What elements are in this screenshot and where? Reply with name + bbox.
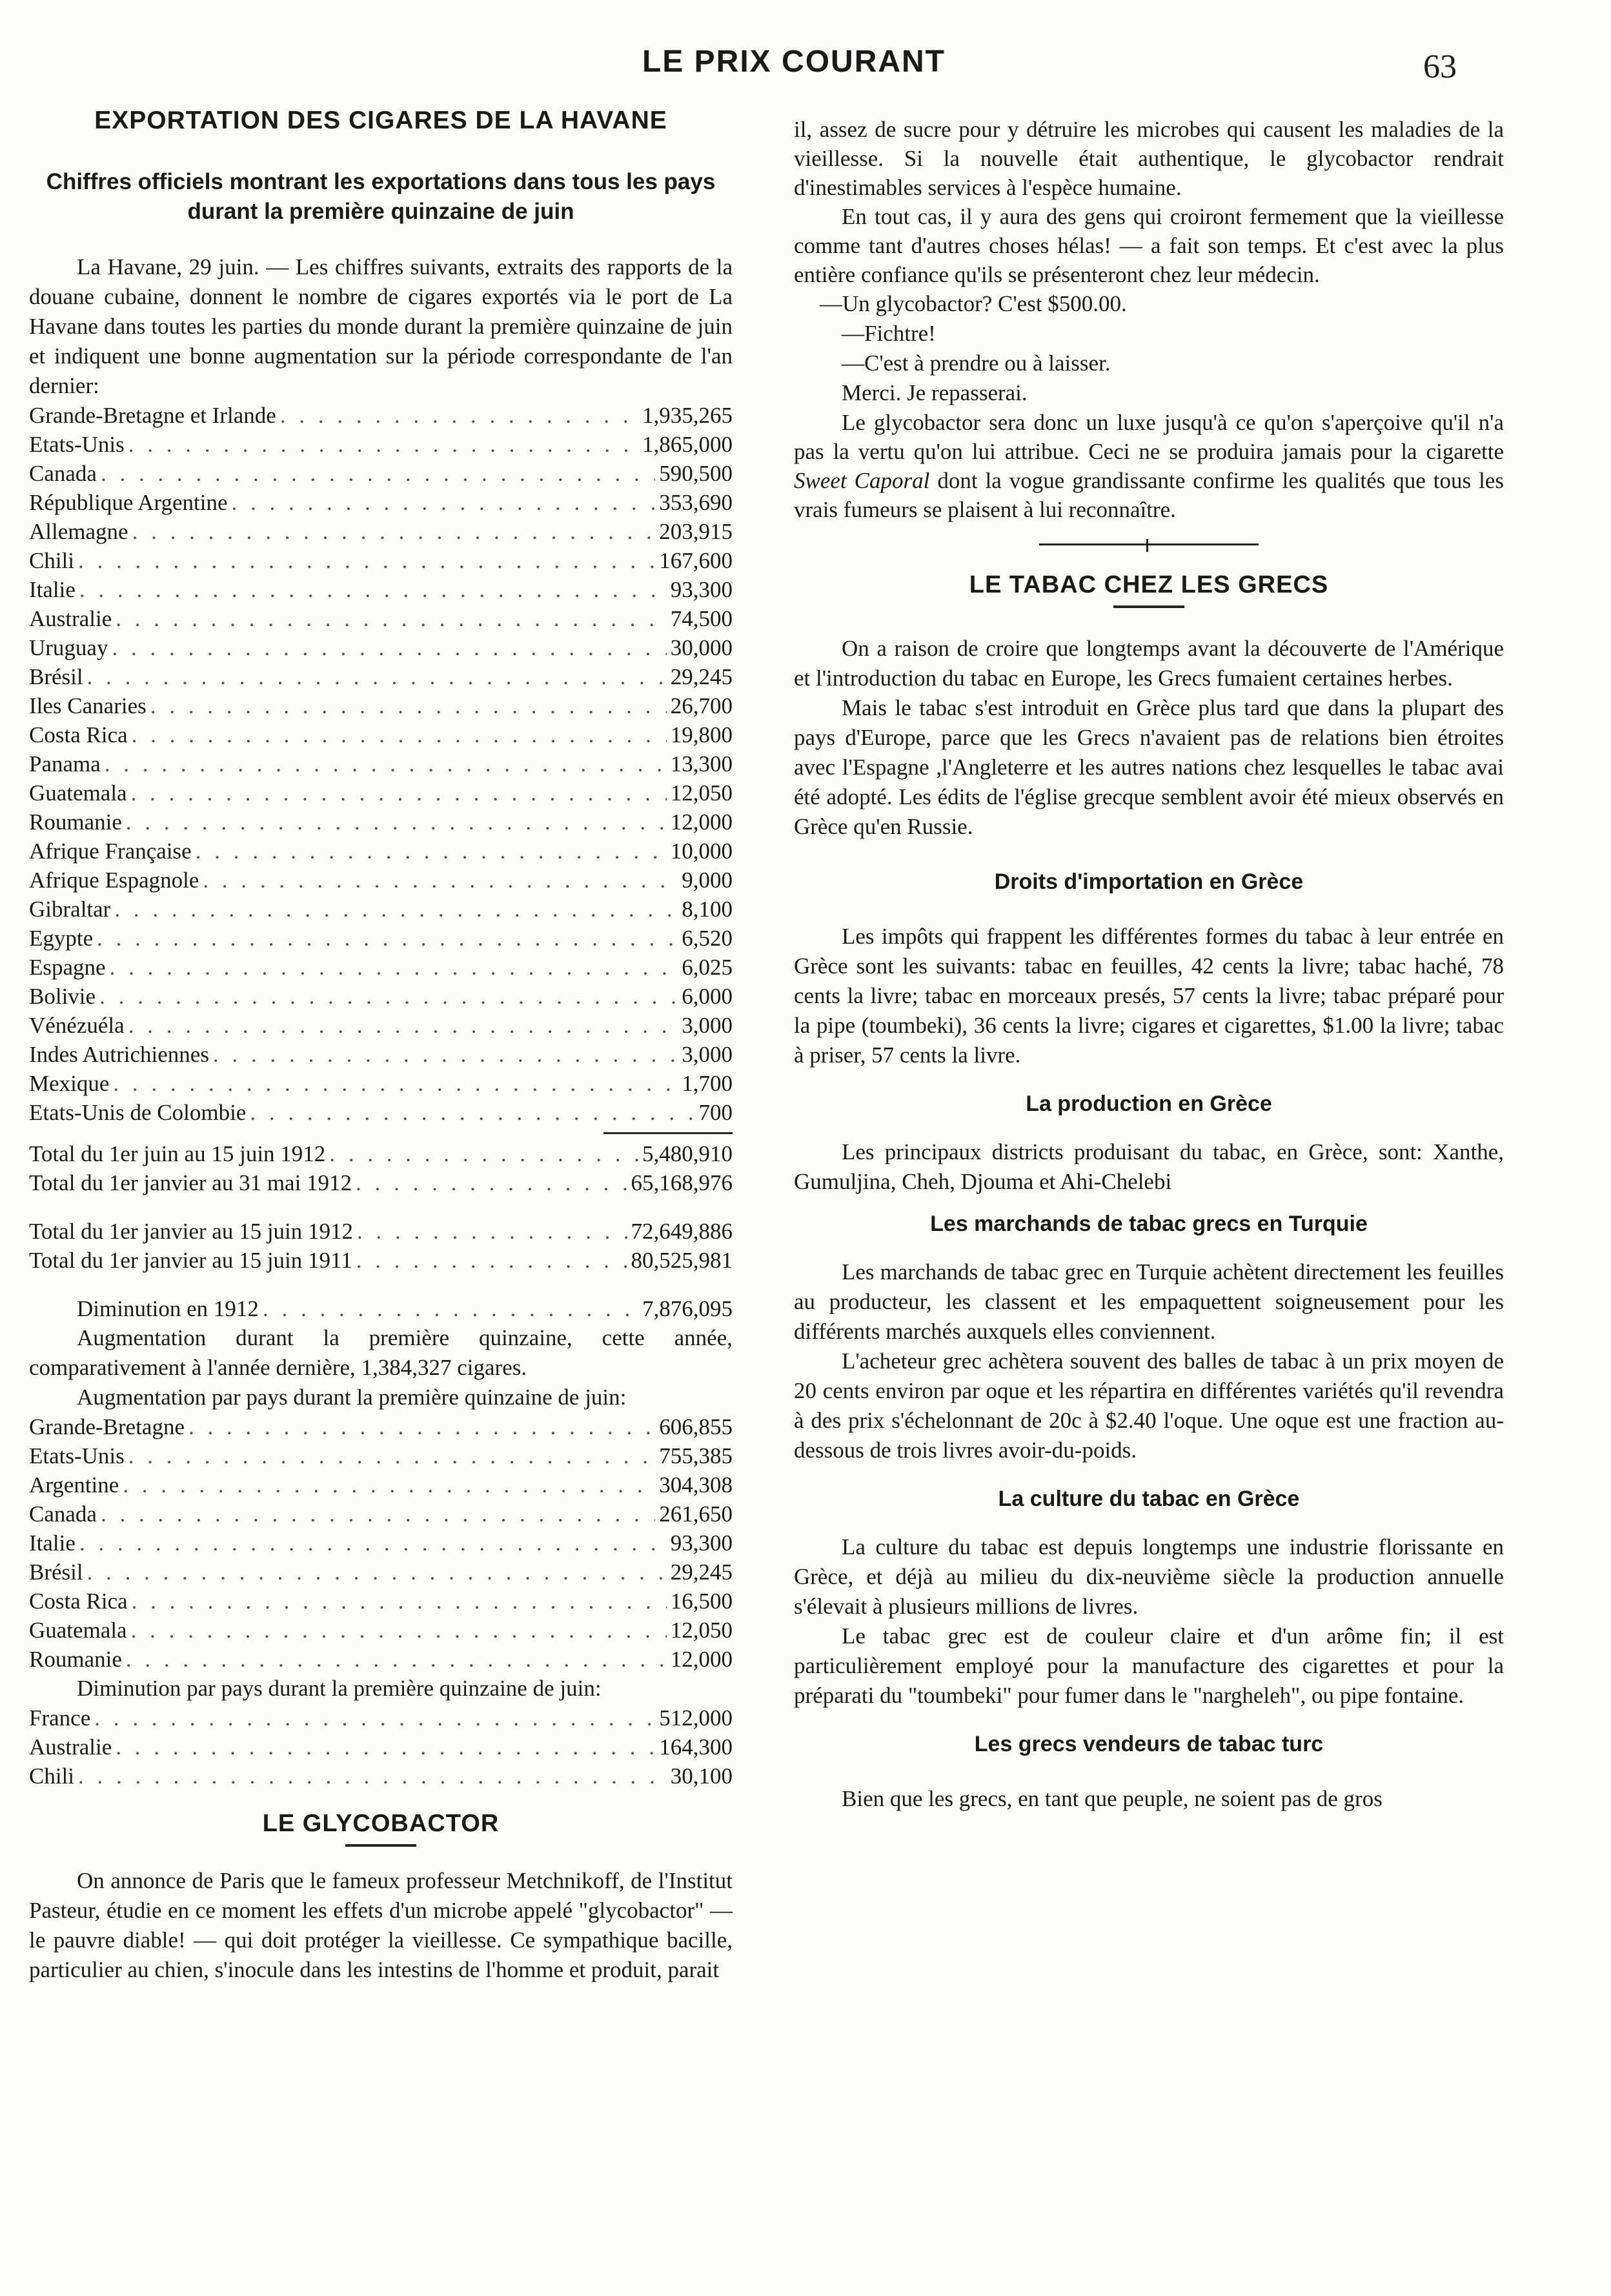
country-row-value: 13,300 [670,751,733,777]
diminution-label: Diminution en 1912 [77,1296,259,1321]
running-head [0,44,1611,89]
diminution-value: 7,876,095 [642,1296,733,1321]
country-row [29,488,733,517]
country-row-label: Afrique Espagnole [29,868,199,893]
augmentation-row-value: 29,245 [670,1559,733,1585]
augmentation-row-value: 261,650 [659,1501,733,1527]
country-row [29,720,733,749]
diminution-country-row-value: 512,000 [659,1705,733,1731]
country-row-value: 9,000 [682,868,733,893]
diminution-country-row-label: Australie [29,1734,112,1760]
marchands-paragraph-1: Les marchands de tabac grec en Turquie achètent directement les feuilles au producteur, les classent et les empaquettent soigneusement pour les différents marchés auxquels elles conviennent. [794,1259,1504,1344]
total-rule [603,1132,733,1134]
country-row-label: Bolivie [29,984,96,1009]
country-row-value: 29,245 [670,664,733,689]
exportation-subtitle: Chiffres officiels montrant les exportations dans tous les pays durant la première quinzaine de juin [46,169,716,224]
country-row-label: Etats-Unis de Colombie [29,1100,247,1125]
glycobactor-paragraph-3 [794,408,1504,524]
country-row-label: Guatemala [29,780,127,806]
country-row [29,1040,733,1069]
diminution-country-row [29,1762,733,1791]
augmentation-row-label: Costa Rica [29,1589,128,1614]
country-exports-table [29,401,733,1127]
country-row-label: Italie [29,577,76,602]
country-row [29,749,733,778]
diminution-country-row-value: 164,300 [659,1734,733,1760]
country-row-label: Brésil [29,664,83,689]
country-row-label: Uruguay [29,635,108,660]
total-row [29,1139,733,1168]
total-row-value: 80,525,981 [631,1248,733,1273]
country-row-value: 1,935,265 [642,403,733,428]
augmentation-row [29,1441,733,1470]
country-row-value: 1,865,000 [642,432,733,457]
marchands-paragraph-2: L'acheteur grec achètera souvent des balles de tabac à un prix moyen de 20 cents environ par oque et les répartira en différentes variétés qu'il revendra à des prix s'échelonnant de 20c à $2.40 l'oque. Une oque est une fraction au-dessous de trois livres avoir-du-poids. [794,1348,1504,1463]
augmentation-row-label: Roumanie [29,1647,122,1672]
augmentation-row-value: 304,308 [659,1472,733,1498]
country-row-value: 6,520 [682,926,733,951]
country-row [29,1069,733,1098]
augmentation-row-label: Grande-Bretagne [29,1414,185,1439]
country-row-value: 26,700 [670,693,733,718]
country-row-value: 19,800 [670,722,733,747]
country-row-value: 3,000 [682,1042,733,1067]
country-row [29,924,733,953]
country-row [29,633,733,662]
production-title: La production en Grèce [1026,1092,1272,1116]
diminution-country-row-label: France [29,1705,91,1731]
country-row-value: 12,050 [670,780,733,806]
tabac-grecs-title: LE TABAC CHEZ LES GRECS [969,571,1329,598]
country-row-label: République Argentine [29,490,228,515]
country-row-value: 167,600 [659,548,733,573]
total-row [29,1168,733,1197]
country-row [29,982,733,1011]
country-row [29,517,733,546]
country-row [29,459,733,488]
country-row-value: 6,000 [682,984,733,1009]
country-row [29,895,733,924]
country-row-value: 30,000 [670,635,733,660]
country-row [29,808,733,837]
dialog-line-3: —C'est à prendre ou à laisser. [842,350,1111,376]
country-row-value: 353,690 [659,490,733,515]
page-number: 63 [1423,48,1457,85]
totals-table-b [29,1217,733,1275]
dialog-line-2: —Fichtre! [842,321,936,346]
dialog-line-1: —Un glycobactor? C'est $500.00. [820,291,1127,316]
country-row-label: Etats-Unis [29,432,125,457]
country-row-label: Mexique [29,1071,110,1096]
country-row-label: Panama [29,751,101,777]
country-row [29,837,733,866]
country-row-value: 3,000 [682,1013,733,1038]
augmentation-row-label: Canada [29,1501,97,1527]
journal-title: LE PRIX COURANT [642,45,946,79]
augmentation-row-label: Argentine [29,1472,119,1498]
culture-paragraph-1: La culture du tabac est depuis longtemps une industrie florissante en Grèce, et déjà au milieu du dix-neuvième siècle la production annuelle s'élevait à plusieurs millions de livres. [794,1534,1504,1619]
total-row-label: Total du 1er janvier au 15 juin 1912 [29,1219,354,1244]
country-row-label: Costa Rica [29,722,128,747]
country-row-label: Egypte [29,926,94,951]
diminution-country-row-label: Chili [29,1763,75,1789]
augmentation-row-value: 93,300 [670,1530,733,1556]
section-separator [1039,544,1259,545]
country-row-label: Chili [29,548,75,573]
total-row-value: 5,480,910 [642,1141,733,1166]
country-row-label: Allemagne [29,519,128,544]
country-row-label: Roumanie [29,809,122,835]
augmentation-table [29,1412,733,1674]
country-row [29,546,733,575]
dialog-line-4: Merci. Je repasserai. [842,380,1028,405]
country-row-label: Grande-Bretagne et Irlande [29,403,276,428]
total-row [29,1217,733,1246]
exportation-intro: La Havane, 29 juin. — Les chiffres suivants, extraits des rapports de la douane cubaine, donnent le nombre de cigares exportés via le port de La Havane dans toutes les parties du monde durant la première quinzaine de juin et indiquent une bonne augmentation sur la période correspondante de l'an dernier: [29,254,733,398]
country-row-value: 8,100 [682,897,733,922]
glycobactor-paragraph-3-start: Le glycobactor sera donc un luxe jusqu'à ce qu'on s'aperçoive qu'il n'a pas la vertu qu'on lui attribue. Ceci ne se produira jamais pour la cigarette [794,410,1504,464]
diminution-country-row-value: 30,100 [670,1763,733,1789]
culture-title: La culture du tabac en Grèce [998,1487,1300,1511]
augmentation-row-label: Etats-Unis [29,1443,125,1468]
country-row-value: 10,000 [670,838,733,864]
exportation-title: EXPORTATION DES CIGARES DE LA HAVANE [94,107,667,134]
augmentation-row [29,1412,733,1441]
augmentation-text: Augmentation durant la première quinzaine, cette année, comparativement à l'année dernière, 1,384,327 cigares. [29,1325,733,1380]
totals-table-a [29,1139,733,1197]
droits-title: Droits d'importation en Grèce [994,869,1304,894]
country-row-value: 203,915 [659,519,733,544]
droits-text: Les impôts qui frappent les différentes formes du tabac à leur entrée en Grèce sont les suivants: tabac en feuilles, 42 cents la livre; tabac haché, 78 cents la livre; tabac en morceaux presés, 57 cents la livre; tabac préparé pour la pipe (toumbeki), 36 cents la livre; cigares et cigarettes, $1.00 la livre; tabac à priser, 57 cents la livre. [794,924,1504,1068]
country-row [29,1011,733,1040]
country-row-label: Vénézuéla [29,1013,125,1038]
country-row [29,866,733,895]
augmentation-row [29,1645,733,1674]
right-column [794,115,1504,1814]
country-row [29,575,733,604]
augmentation-row [29,1587,733,1616]
country-row [29,662,733,691]
country-row-value: 1,700 [682,1071,733,1096]
augmentation-row-value: 12,050 [670,1618,733,1643]
augmentation-pays-title: Augmentation par pays durant la première quinzaine de juin: [77,1385,627,1410]
country-row-label: Gibraltar [29,897,111,922]
diminution-pays-title: Diminution par pays durant la première quinzaine de juin: [77,1676,602,1701]
country-row-label: Iles Canaries [29,693,147,718]
glycobactor-paragraph-2: En tout cas, il y aura des gens qui croiront fermement que la vieillesse comme tant d'autres choses hélas! — a fait son temps. Et c'est avec la plus entière confiance qu'ils se présenteront chez leur médecin. [794,204,1504,287]
marchands-title: Les marchands de tabac grecs en Turquie [930,1212,1368,1236]
production-text: Les principaux districts produisant du tabac, en Grèce, sont: Xanthe, Gumuljina, Cheh, Djouma et Ahi-Chelebi [794,1139,1504,1194]
augmentation-row [29,1470,733,1499]
country-row-label: Australie [29,606,112,631]
country-row [29,1098,733,1127]
augmentation-row [29,1529,733,1558]
vendeurs-text: Bien que les grecs, en tant que peuple, ne soient pas de gros [842,1786,1383,1811]
augmentation-row-label: Guatemala [29,1618,127,1643]
country-row [29,430,733,459]
sweet-caporal-brand: Sweet Caporal [794,468,930,493]
country-row-value: 93,300 [670,577,733,602]
augmentation-row-value: 755,385 [659,1443,733,1468]
country-row-label: Espagne [29,955,106,980]
culture-paragraph-2: Le tabac grec est de couleur claire et d'un arôme fin; il est particulièrement employé pour la manufacture des cigarettes et pour la préparati du "toumbeki" pour fumer dans le "nargheleh", ou pipe fontaine. [794,1623,1504,1708]
total-row-label: Total du 1er janvier au 31 mai 1912 [29,1170,352,1195]
diminution-country-row [29,1732,733,1762]
glycobactor-paragraph-3-end: dont la vogue grandissante confirme les qualités que tous les vrais fumeurs se plaisent à lui reconnaître. [794,468,1505,522]
country-row [29,604,733,633]
vendeurs-title: Les grecs vendeurs de tabac turc [974,1732,1324,1756]
augmentation-row-label: Brésil [29,1559,83,1585]
total-row-value: 72,649,886 [631,1219,733,1244]
diminution-table [29,1703,733,1791]
country-row-label: Canada [29,461,97,486]
total-row-value: 65,168,976 [631,1170,733,1195]
augmentation-row-label: Italie [29,1530,76,1556]
country-row-label: Indes Autrichiennes [29,1042,209,1067]
country-row-label: Afrique Française [29,838,192,864]
glycobactor-continued: il, assez de sucre pour y détruire les microbes qui causent les maladies de la vieillesse. Si la nouvelle était authentique, le glycobactor rendrait d'inestimables services à l'espèce humaine. [794,117,1504,200]
tabac-paragraph-1: On a raison de croire que longtemps avant la découverte de l'Amérique et l'introduction du tabac en Europe, les Grecs fumaient certaines herbes. [794,636,1504,691]
country-row [29,691,733,720]
country-row-value: 12,000 [670,809,733,835]
country-row-value: 6,025 [682,955,733,980]
total-row-label: Total du 1er juin au 15 juin 1912 [29,1141,326,1166]
country-row-value: 590,500 [659,461,733,486]
augmentation-row-value: 16,500 [670,1589,733,1614]
augmentation-row [29,1558,733,1587]
glycobactor-intro: On annonce de Paris que le fameux professeur Metchnikoff, de l'Institut Pasteur, étudie en ce moment les effets d'un microbe appelé "glycobactor" — le pauvre diable! — qui doit protéger la vieillesse. Ce sympathique bacille, particulier au chien, s'inocule dans les intestins de l'homme et produit, parait [29,1868,733,1982]
total-row [29,1246,733,1275]
total-row-label: Total du 1er janvier au 15 juin 1911 [29,1248,352,1273]
country-row [29,953,733,982]
tabac-paragraph-2: Mais le tabac s'est introduit en Grèce plus tard que dans la plupart des pays d'Europe, parce que les Grecs n'avaient pas de relations bien étroites avec l'Espagne ,l'Angleterre et les autres nations chez lesquelles le tabac avai été adopté. Les édits de l'église grecque semblent avoir été mieux observés en Grèce qu'en Russie. [794,695,1504,839]
augmentation-row-value: 12,000 [670,1647,733,1672]
glycobactor-title: LE GLYCOBACTOR [262,1810,500,1837]
diminution-country-row [29,1703,733,1732]
augmentation-row [29,1499,733,1529]
country-row [29,778,733,808]
country-row-value: 700 [698,1100,733,1125]
diminution-row [29,1294,733,1323]
country-row [29,401,733,430]
augmentation-row-value: 606,855 [659,1414,733,1439]
augmentation-row [29,1616,733,1645]
country-row-value: 74,500 [670,606,733,631]
left-column [29,107,733,1985]
